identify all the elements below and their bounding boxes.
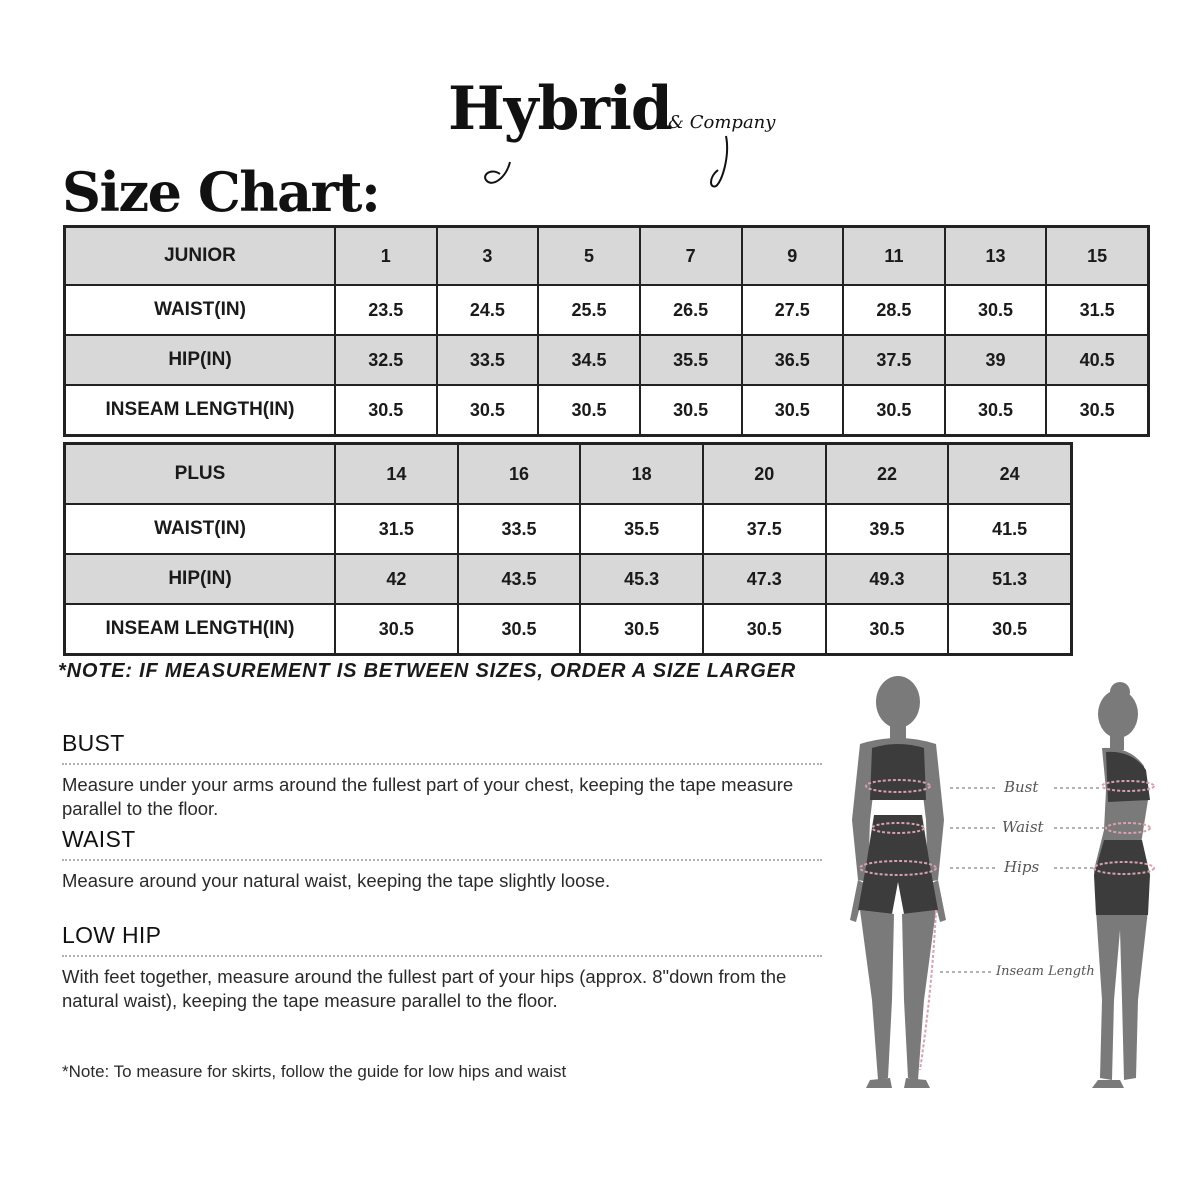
plus-size-cell: 16 — [458, 444, 581, 504]
measurement-figures — [820, 670, 1190, 1110]
plus-size-cell: 14 — [335, 444, 458, 504]
row-label: WAIST(IN) — [65, 504, 335, 554]
table-cell: 30.5 — [843, 385, 945, 435]
label-bust: Bust — [1004, 778, 1039, 796]
plus-inseam-row — [65, 604, 1071, 654]
table-cell: 45.3 — [580, 554, 703, 604]
table-cell: 30.5 — [826, 604, 949, 654]
junior-header-label: JUNIOR — [65, 227, 335, 285]
table-cell: 30.5 — [742, 385, 844, 435]
table-cell: 30.5 — [458, 604, 581, 654]
table-cell: 33.5 — [437, 335, 539, 385]
plus-size-cell: 18 — [580, 444, 703, 504]
table-cell: 31.5 — [1046, 285, 1148, 335]
plus-size-cell: 20 — [703, 444, 826, 504]
front-figure — [850, 676, 946, 1088]
table-cell: 37.5 — [843, 335, 945, 385]
guide-text: With feet together, measure around the fullest part of your hips (approx. 8"down from the natural waist), keeping the tape measure parallel to the floor. — [62, 966, 787, 1011]
table-cell: 25.5 — [538, 285, 640, 335]
table-cell: 39 — [945, 335, 1047, 385]
plus-header-row — [65, 444, 1071, 504]
table-cell: 34.5 — [538, 335, 640, 385]
plus-size-cell: 24 — [948, 444, 1071, 504]
table-cell: 47.3 — [703, 554, 826, 604]
table-cell: 26.5 — [640, 285, 742, 335]
row-label: INSEAM LENGTH(IN) — [65, 604, 335, 654]
junior-header-row — [65, 227, 1148, 285]
table-cell: 30.5 — [335, 385, 437, 435]
table-cell: 30.5 — [945, 285, 1047, 335]
table-cell: 28.5 — [843, 285, 945, 335]
table-cell: 30.5 — [580, 604, 703, 654]
table-cell: 30.5 — [945, 385, 1047, 435]
brand-suffix: & Company — [668, 112, 776, 133]
junior-waist-row — [65, 285, 1148, 335]
junior-hip-row — [65, 335, 1148, 385]
size-note: *NOTE: IF MEASUREMENT IS BETWEEN SIZES, ORDER A SIZE LARGER — [58, 660, 796, 682]
plus-size-table — [63, 442, 1073, 656]
table-cell: 30.5 — [703, 604, 826, 654]
row-label: WAIST(IN) — [65, 285, 335, 335]
plus-waist-row — [65, 504, 1071, 554]
brand-logo — [440, 70, 780, 190]
junior-size-cell: 3 — [437, 227, 539, 285]
table-cell: 27.5 — [742, 285, 844, 335]
table-cell: 30.5 — [437, 385, 539, 435]
guide-heading: BUST — [62, 730, 125, 756]
table-cell: 32.5 — [335, 335, 437, 385]
skirt-note: *Note: To measure for skirts, follow the guide for low hips and waist — [62, 1062, 567, 1081]
junior-size-cell: 1 — [335, 227, 437, 285]
divider — [62, 859, 822, 861]
guide-low-hip — [62, 922, 822, 1013]
plus-hip-row — [65, 554, 1071, 604]
label-inseam: Inseam Length — [996, 964, 1095, 979]
table-cell: 24.5 — [437, 285, 539, 335]
table-cell: 40.5 — [1046, 335, 1148, 385]
table-cell: 33.5 — [458, 504, 581, 554]
guide-waist — [62, 826, 822, 893]
junior-size-cell: 9 — [742, 227, 844, 285]
junior-size-cell: 11 — [843, 227, 945, 285]
table-cell: 30.5 — [1046, 385, 1148, 435]
junior-size-cell: 15 — [1046, 227, 1148, 285]
table-cell: 30.5 — [538, 385, 640, 435]
table-cell: 43.5 — [458, 554, 581, 604]
junior-size-table — [63, 225, 1150, 437]
label-leaders — [940, 788, 1104, 972]
table-cell: 30.5 — [335, 604, 458, 654]
divider — [62, 955, 822, 957]
table-cell: 51.3 — [948, 554, 1071, 604]
table-cell: 39.5 — [826, 504, 949, 554]
table-cell: 35.5 — [580, 504, 703, 554]
guide-heading: LOW HIP — [62, 922, 162, 948]
table-cell: 23.5 — [335, 285, 437, 335]
guide-text: Measure under your arms around the fullest part of your chest, keeping the tape measure parallel to the floor. — [62, 774, 794, 819]
label-waist: Waist — [1002, 818, 1044, 836]
label-hips: Hips — [1004, 858, 1040, 876]
row-label: INSEAM LENGTH(IN) — [65, 385, 335, 435]
junior-inseam-row — [65, 385, 1148, 435]
table-cell: 35.5 — [640, 335, 742, 385]
table-cell: 36.5 — [742, 335, 844, 385]
table-cell: 30.5 — [948, 604, 1071, 654]
junior-size-cell: 13 — [945, 227, 1047, 285]
table-cell: 41.5 — [948, 504, 1071, 554]
table-cell: 31.5 — [335, 504, 458, 554]
page-title: Size Chart: — [62, 160, 380, 224]
junior-size-cell: 5 — [538, 227, 640, 285]
guide-bust — [62, 730, 822, 821]
plus-size-cell: 22 — [826, 444, 949, 504]
plus-header-label: PLUS — [65, 444, 335, 504]
table-cell: 42 — [335, 554, 458, 604]
row-label: HIP(IN) — [65, 335, 335, 385]
row-label: HIP(IN) — [65, 554, 335, 604]
junior-size-cell: 7 — [640, 227, 742, 285]
table-cell: 30.5 — [640, 385, 742, 435]
guide-text: Measure around your natural waist, keeping the tape slightly loose. — [62, 870, 611, 891]
divider — [62, 763, 822, 765]
brand-name: Hybrid — [448, 74, 672, 144]
table-cell: 37.5 — [703, 504, 826, 554]
table-cell: 49.3 — [826, 554, 949, 604]
guide-heading: WAIST — [62, 826, 136, 852]
side-figure — [1092, 682, 1154, 1088]
